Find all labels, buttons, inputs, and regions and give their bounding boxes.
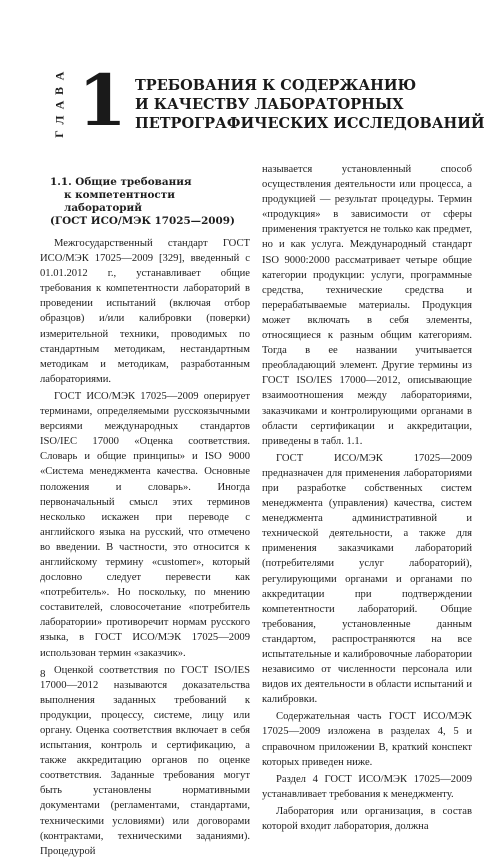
- chapter-label-letter: В: [51, 86, 66, 95]
- paragraph: Межгосударственный стандарт ГОСТ ИСО/МЭК 17025—2009 [329], введенный с 01.01.2012 г., устанавливает общие требования к компетентности лабораторий в проведении испытаний (включая отбор образцов) и/или калибровки (поверки) измерительной техники, проводимых по стандартным методикам, нестандартным методикам и методикам, разработанным лабораториями.: [40, 238, 250, 385]
- chapter-label-letter: Л: [51, 115, 66, 124]
- section-heading-line: к компетентности лабораторий: [64, 189, 175, 214]
- paragraph: Оценкой соответствия по ГОСТ ISO/IES 17000—2012 называются доказательства выполнения заданных требований к продукции, процессу, системе, лицу или органу. Оценка соответствия включает в себя испытания, контроль и сертификацию, а также аккредитацию органов по оценке соответствия. Заданные требования могут быть установлены нормативными документами (регламентами, стандартами, техническими условиями) или договорами (контрактами, техническими заданиями). Процедурой: [40, 664, 250, 857]
- paragraph: ГОСТ ИСО/МЭК 17025—2009 оперирует терминами, определяемыми русскоязычными версиями международных стандартов ISO/IEC 17000 «Оценка соответствия. Словарь и общие принципы» и ISO 9000 «Система менеджмента качества. Основные положения и словарь». Иногда первоначальный смысл этих терминов несколько искажен при переводе с английского языка на русский, что отмечено во введении. В частности, это относится к английскому термину «customer», который дословно следует перевести как «потребитель». Но поскольку, по мнению составителей, словосочетание «потребитель лаборатории» противоречит нормам русского языка, в ГОСТ ИСО/МЭК 17025—2009 использован термин «заказчик».: [40, 390, 250, 659]
- chapter-title-line: И КАЧЕСТВУ ЛАБОРАТОРНЫХ: [135, 96, 404, 113]
- chapter-label-letter: А: [51, 100, 66, 110]
- chapter-label-letter: Г: [51, 130, 66, 138]
- paragraph: Раздел 4 ГОСТ ИСО/МЭК 17025—2009 устанавливает требования к менеджменту.: [262, 773, 472, 800]
- left-column: [40, 162, 250, 859]
- chapter-title: [135, 76, 485, 133]
- chapter-label-letter: А: [51, 71, 66, 81]
- section-heading: [40, 176, 250, 228]
- chapter-title-line: ПЕТРОГРАФИЧЕСКИХ ИССЛЕДОВАНИЙ: [135, 115, 485, 132]
- chapter-title-line: ТРЕБОВАНИЯ К СОДЕРЖАНИЮ: [135, 77, 417, 94]
- paragraph: ГОСТ ИСО/МЭК 17025—2009 предназначен для применения лабораториями при разработке собственных систем менеджмента (управления) качества, систем менеджмента административной и технической деятельности, а также для применения заказчиками лабораторий (потребителями услуг лабораторий), регулирующими органами и органами по аккредитации при подтверждении компетентности лабораторий. Общие требования, установленные данным стандартом, распространяются на все испытательные и калибровочные лаборатории независимо от численности персонала или видов их деятельности в области испытаний и калибровки.: [262, 452, 472, 706]
- chapter-number: 1: [78, 59, 127, 142]
- section-heading-line: 1.1. Общие требования: [50, 176, 192, 188]
- paragraph: называется установленный способ осуществления деятельности или процесса, а продукцией — результат процедуры. Термин «продукция» в зависимости от сферы применения трактуется не только как предмет, но и как услуга. Международный стандарт ISO 9000:2000 рассматривает четыре общие категории продукции: услуги, программные средства, технические средства и перерабатываемые материалы. Продукция может включать в себя элементы, относящиеся к разным общим категориям. Тогда в ее названии учитывается преобладающий элемент. Другие термины из ГОСТ ISO/IES 17000—2012, описывающие взаимоотношения между лабораториями, заказчиками и контролирующими органами в области сертификации и аккредитации, приведены в табл. 1.1.: [262, 164, 472, 447]
- page-number: 8: [40, 668, 46, 680]
- paragraph: Лаборатория или организация, в состав которой входит лаборатория, должна: [262, 805, 472, 833]
- section-heading-line: (ГОСТ ИСО/МЭК 17025—2009): [50, 215, 235, 227]
- right-column: [262, 162, 472, 834]
- paragraph: Содержательная часть ГОСТ ИСО/МЭК 17025—2009 изложена в разделах 4, 5 и справочном приложении В, краткий конспект которых приведен ниже.: [262, 711, 472, 768]
- chapter-label: [52, 70, 66, 140]
